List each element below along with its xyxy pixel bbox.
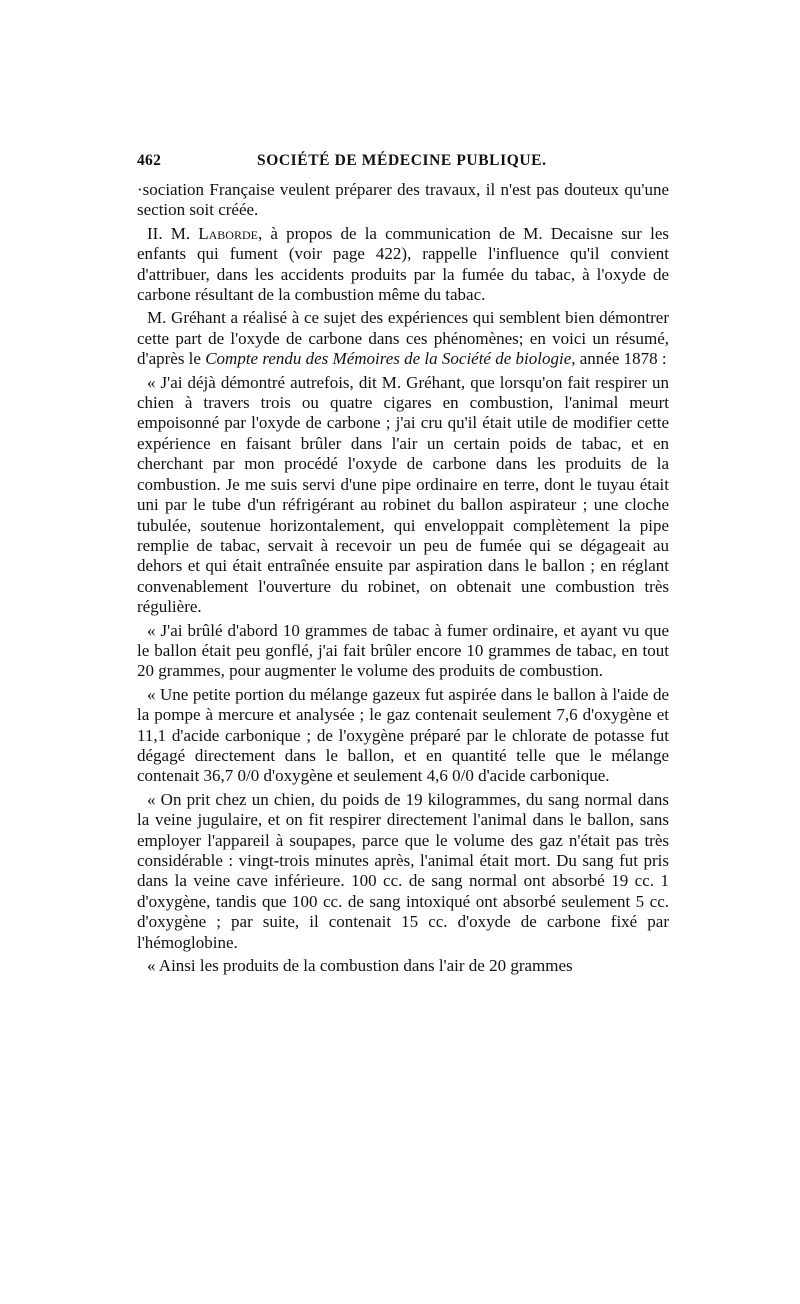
paragraph-quote-1	[137, 373, 669, 618]
paragraph-text: ·sociation Française veulent préparer des travaux, il n'est pas douteux qu'une section soit créée.	[137, 180, 669, 220]
paragraph-text: , à propos de la communication de M. Decaisne sur les enfants qui fument (voir page 422), rappelle l'influence qu'il convient d'attribuer, dans les accidents produits par la fumée du tabac, à l'oxyde de carbone résultant de la combustion même du tabac.	[137, 223, 669, 305]
citation-title: Compte rendu des Mémoires de la Société de biologie	[205, 349, 572, 369]
page-header	[137, 152, 669, 180]
paragraph-text: « On prit chez un chien, du poids de 19 kilogrammes, du sang normal dans la veine jugulaire, et on fit respirer directement l'animal dans le ballon, sans employer l'appareil à soupapes, parce que le volume des gaz n'était pas très considérable : vingt-trois minutes après, l'animal était mort. Du sang fut pris dans la veine cave inférieure. 100 cc. de sang normal ont absorbé 19 cc. 1 d'oxygène, tandis que 100 cc. de sang intoxiqué ont absorbé seulement 5 cc. d'oxygène ; par suite, il contenait 15 cc. d'oxyde de carbone fixé par l'hémoglobine.	[137, 789, 669, 952]
paragraph-continuation	[137, 180, 669, 221]
paragraph-quote-5	[137, 956, 669, 976]
paragraph-text: « J'ai déjà démontré autrefois, dit M. Gréhant, que lorsqu'on fait respirer un chien à travers trois ou quatre cigares en combustion, l'animal meurt empoisonné par l'oxyde de carbone ; j'ai cru qu'il était utile de modifier cette expérience en faisant brûler dans l'air un certain poids de tabac, et en cherchant par mon procédé l'oxyde de carbone dans les produits de la combustion. Je me suis servi d'une pipe ordinaire en terre, dont le tuyau était uni par le tube d'un réfrigérant au robinet du ballon aspirateur ; une cloche tubulée, soutenue horizontalement, qui enveloppait complètement la pipe remplie de tabac, servait à recevoir un peu de fumée qui se dégageait au dehors et qui était entraînée ensuite par aspiration dans le ballon ; en réglant convenablement l'ouverture du robinet, on obtenait une combustion très régulière.	[137, 372, 669, 617]
paragraph-text: « Ainsi les produits de la combustion dans l'air de 20 grammes	[147, 956, 573, 976]
paragraph-grehant-intro	[137, 308, 669, 369]
paragraph-quote-2	[137, 621, 669, 682]
paragraph-text: « Une petite portion du mélange gazeux fut aspirée dans le ballon à l'aide de la pompe à mercure et analysée ; le gaz contenait seulement 7,6 d'oxygène et 11,1 d'acide carbonique ; de l'oxygène préparé par le chlorate de potasse fut dégagé directement dans le ballon, et en quantité telle que le mélange contenait 36,7 0/0 d'oxygène et seulement 4,6 0/0 d'acide carbonique.	[137, 684, 669, 786]
paragraph-suffix: , année 1878 :	[571, 349, 667, 369]
paragraph-prefix: II. M.	[147, 223, 199, 243]
author-name: Laborde	[198, 223, 258, 243]
running-title: SOCIÉTÉ DE MÉDECINE PUBLIQUE.	[257, 152, 547, 169]
page-number: 462	[137, 152, 162, 169]
paragraph-text: « J'ai brûlé d'abord 10 grammes de tabac à fumer ordinaire, et ayant vu que le ballon était peu gonflé, j'ai fait brûler encore 10 grammes de tabac, en tout 20 grammes, pour augmenter le volume des produits de combustion.	[137, 620, 669, 681]
document-page	[137, 152, 669, 976]
paragraph-laborde	[137, 224, 669, 306]
paragraph-quote-3	[137, 685, 669, 787]
paragraph-quote-4	[137, 790, 669, 953]
paragraph-text: M. Gréhant a réalisé à ce sujet des expériences qui semblent bien démontrer cette part de l'oxyde de carbone dans ces phénomènes; en voici un résumé, d'après le	[137, 308, 669, 369]
